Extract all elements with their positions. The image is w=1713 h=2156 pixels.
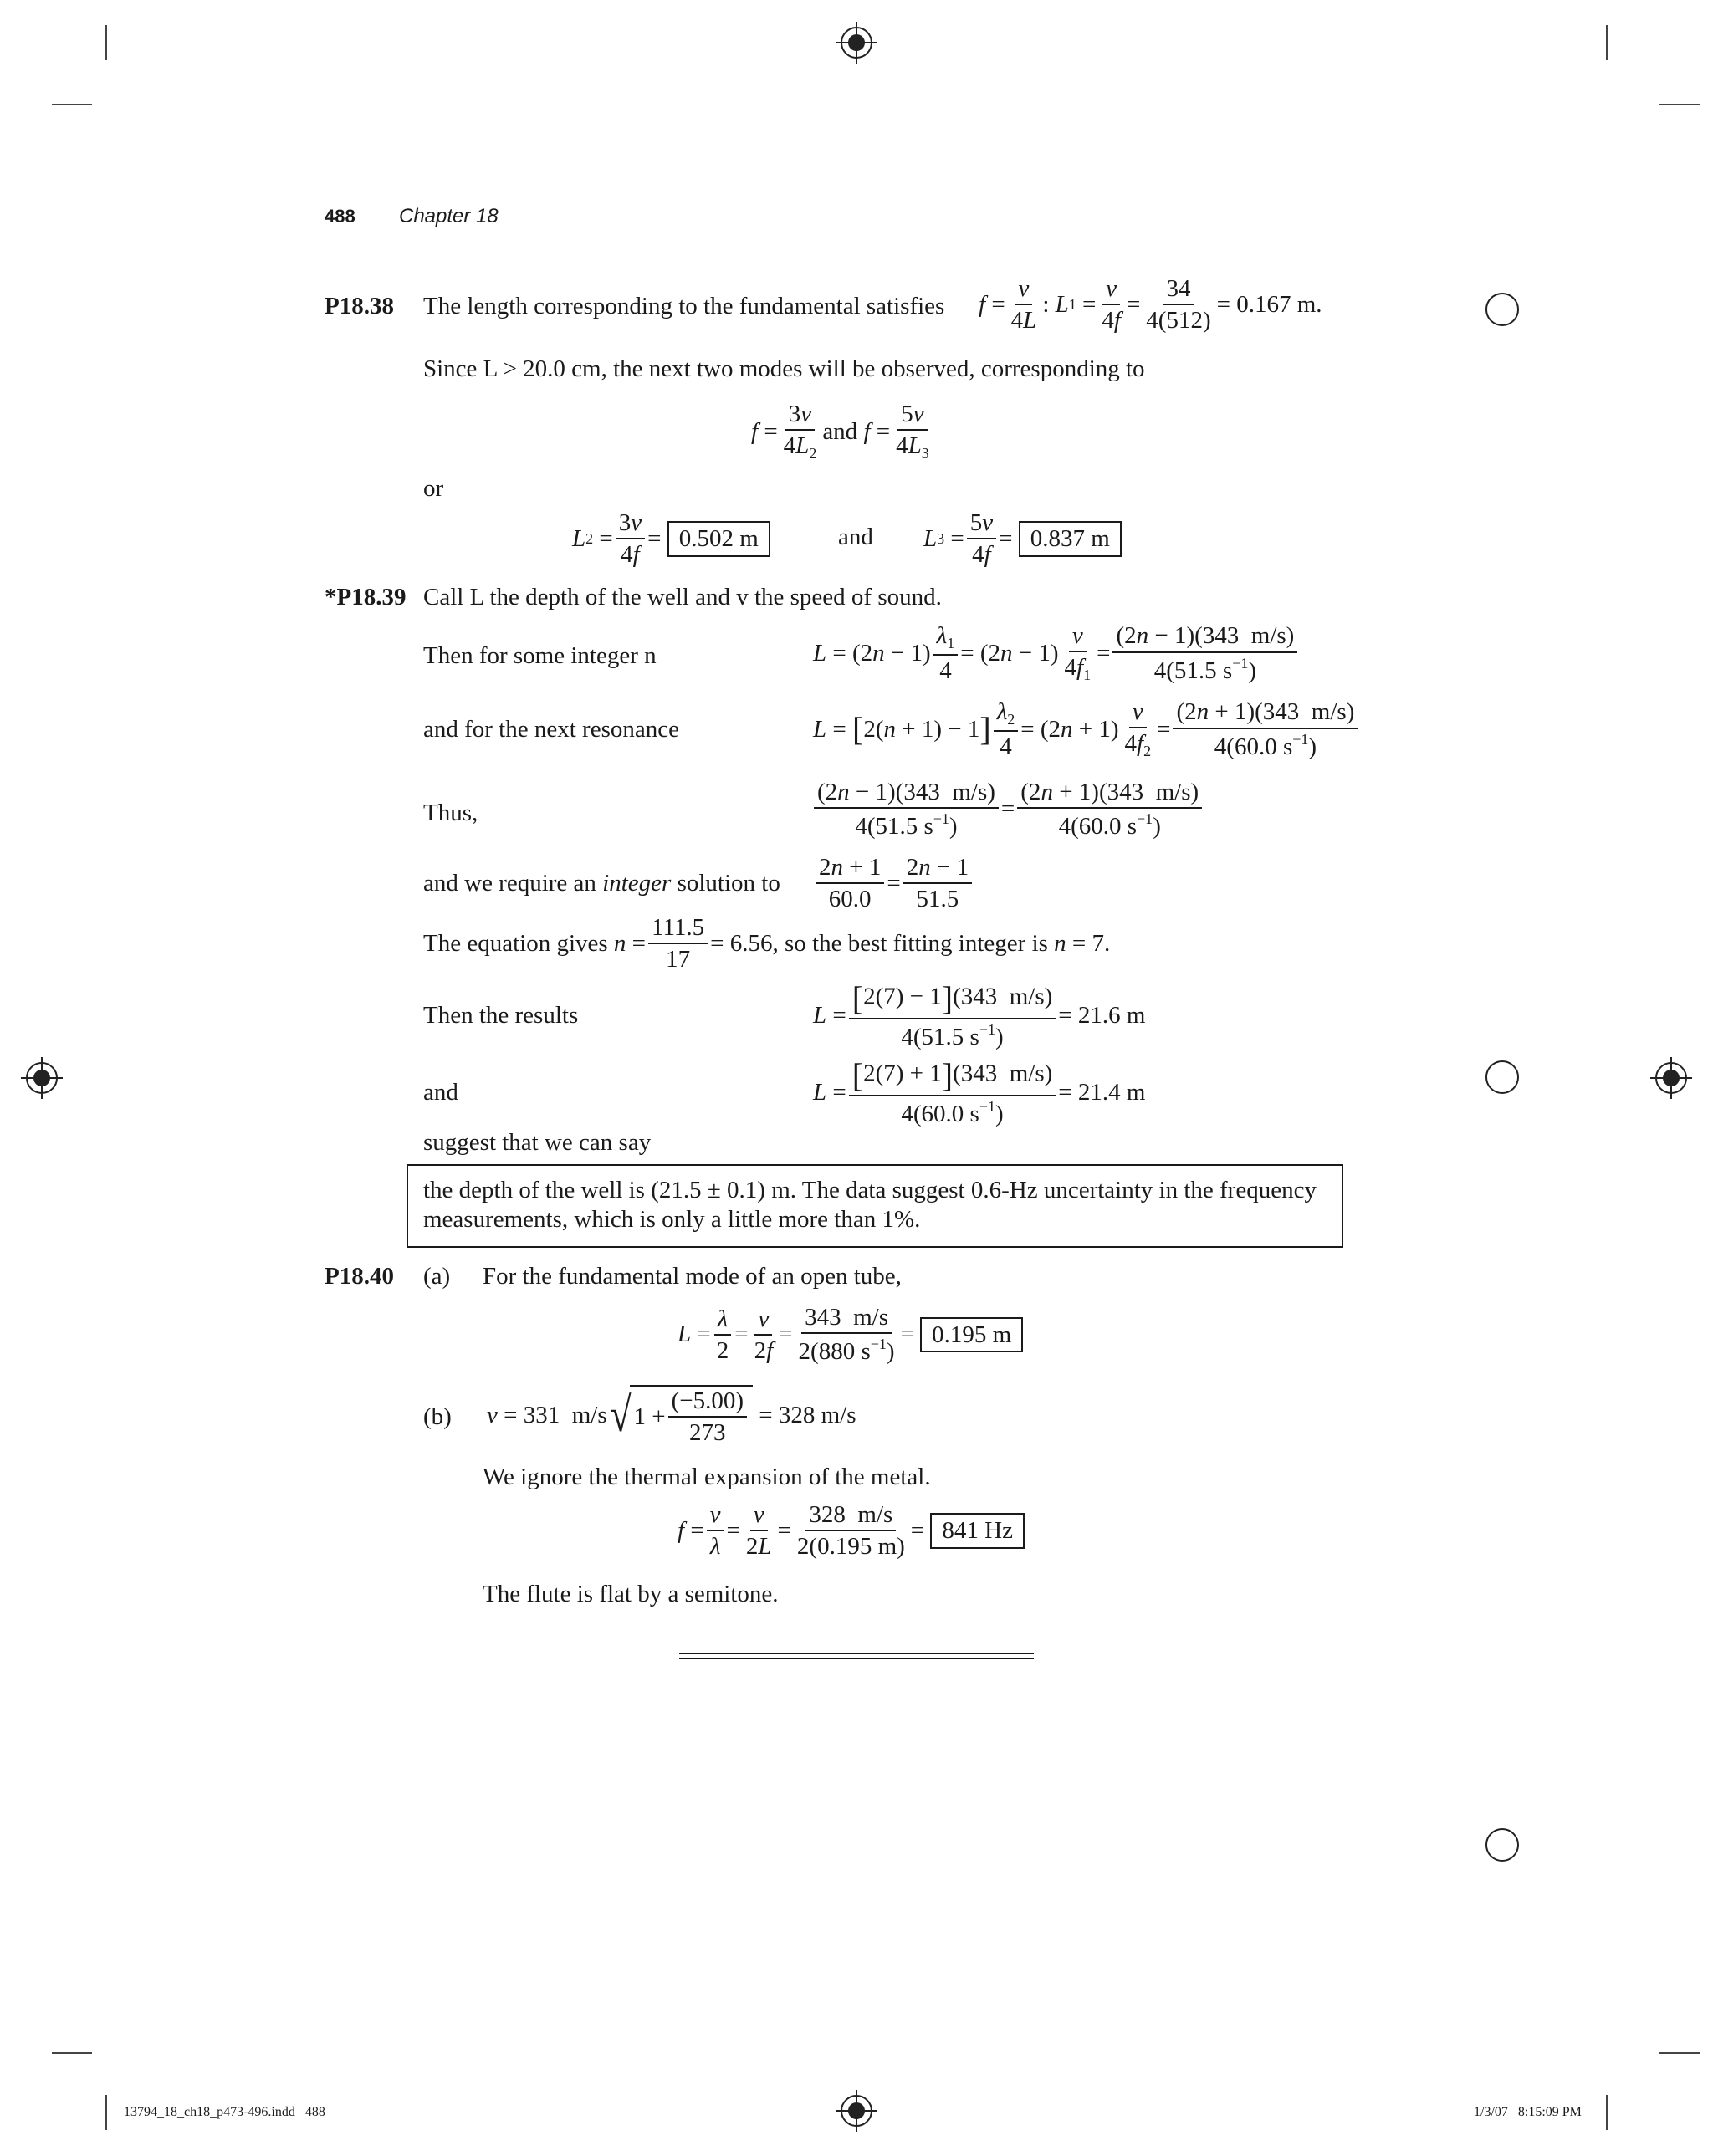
problem-text: Thus, [423,800,478,826]
footer-timestamp: 1/3/07 8:15:09 PM [1474,2105,1582,2119]
equation: $\frac{2n + 1}{60.0}$ = $\frac{2n - 1}{51.5}$ [813,855,974,912]
punch-hole-icon [1485,293,1519,326]
problem-text: The flute is flat by a semitone. [483,1581,779,1607]
registration-mark-icon [841,27,872,59]
chapter-title: Chapter 18 [399,205,499,227]
equation: f = $\frac{v}{4L}$ : L 1 = $\frac{v}{4f}$ = $\frac{34}{4(512)}$ = 0.167 m. [979,275,1322,335]
part-label: (a) [423,1263,451,1290]
equation: f = $\frac{3v}{4L_2}$ and f = $\frac{5v}{4L_3}$ [751,401,929,462]
equation: The equation gives n = $\frac{111.5}{17}$ = 6.56, so the best fitting integer is n = 7. [423,914,1111,973]
crop-mark [105,2095,107,2130]
or-text: or [423,475,444,502]
problem-text: We ignore the thermal expansion of the metal. [483,1464,931,1490]
equation: L = (2 n − 1) $\frac{\lambda_1}{4}$ = (2 n − 1) $\frac{v}{4f_1}$ = $\frac{(2n - 1)(343 m/s)}{4(51.5 s^{-1})}$ [813,623,1300,683]
crop-mark [52,104,92,105]
problem-text: Then for some integer n [423,642,657,669]
problem-label: P18.38 [325,293,394,319]
end-rule [679,1653,1034,1654]
crop-mark [105,25,107,60]
answer-box: 0.502 m [667,521,770,556]
punch-hole-icon [1485,1828,1519,1862]
equation: L = [ 2( n + 1) − 1 ] $\frac{\lambda_2}{4}$ = (2 n + 1) $\frac{v}{4f_2}$ = $\frac{(2n + 1)(343 m/s)}{4(60.0 s^{-1})}$ [813,699,1360,759]
answer-box: 0.837 m [1019,521,1122,556]
problem-text: suggest that we can say [423,1129,652,1156]
equation: L = $\frac{[2(7) - 1](343 m/s)}{4(51.5 s^{-1})}$ = 21.6 m [813,979,1146,1050]
registration-mark-icon [841,2095,872,2127]
end-rule [679,1658,1034,1659]
problem-text: and we require an integer solution to [423,870,780,897]
problem-text: and for the next resonance [423,716,679,743]
equation: L 2 = $\frac{3v}{4f}$ = 0.502 m [572,510,770,568]
crop-mark [1659,104,1700,105]
registration-mark-icon [26,1062,58,1094]
crop-mark [1659,2052,1700,2054]
problem-label: P18.40 [325,1263,394,1290]
equation: L = $\frac{[2(7) + 1](343 m/s)}{4(60.0 s^{-1})}$ = 21.4 m [813,1056,1146,1127]
and-text: and [822,417,858,445]
result-value: = 328 m/s [759,1401,856,1428]
answer-box: 0.195 m [920,1317,1023,1352]
problem-text: For the fundamental mode of an open tube, [483,1263,902,1290]
footer-file: 13794_18_ch18_p473-496.indd 488 [124,2105,325,2119]
equation-result: = 0.167 m. [1216,290,1322,318]
punch-hole-icon [1485,1060,1519,1094]
answer-box: 841 Hz [930,1513,1025,1548]
equation: L = $\frac{\lambda}{2}$ = $\frac{v}{2f}$ = $\frac{343 m/s}{2(880 s^{-1})}$ = 0.195 m [678,1305,1023,1365]
problem-label: *P18.39 [325,584,407,611]
crop-mark [52,2052,92,2054]
result-value: = 21.4 m [1058,1079,1146,1106]
and-text: and [838,524,873,550]
and-text: and [423,1079,458,1106]
crop-mark [1606,25,1608,60]
problem-text: Then the results [423,1002,579,1029]
page-number: 488 [325,206,355,227]
problem-text: The length corresponding to the fundamental satisfies [423,293,945,319]
equation: v = 331 m/s √ 1 + $\frac{(-5.00)}{273}$ = 328 m/s [487,1385,856,1446]
crop-mark [1606,2095,1608,2130]
part-label: (b) [423,1403,452,1430]
equation: f = $\frac{v}{\lambda}$ = $\frac{v}{2L}$ = $\frac{328 m/s}{2(0.195 m)}$ = 841 Hz [678,1502,1025,1560]
registration-mark-icon [1655,1062,1687,1094]
equation: $\frac{(2n - 1)(343 m/s)}{4(51.5 s^{-1})}$ = $\frac{(2n + 1)(343 m/s)}{4(60.0 s^{-1})}$ [811,779,1204,840]
result-value: = 21.6 m [1058,1002,1146,1029]
problem-text: Call L the depth of the well and v the speed of sound. [423,584,942,611]
equation: L 3 = $\frac{5v}{4f}$ = 0.837 m [923,510,1122,568]
problem-text: Since L > 20.0 cm, the next two modes will be observed, corresponding to [423,355,1145,382]
answer-box: the depth of the well is (21.5 ± 0.1) m. The data suggest 0.6-Hz uncertainty in the frequency measurements, which is only a little more than 1%. [407,1164,1343,1248]
